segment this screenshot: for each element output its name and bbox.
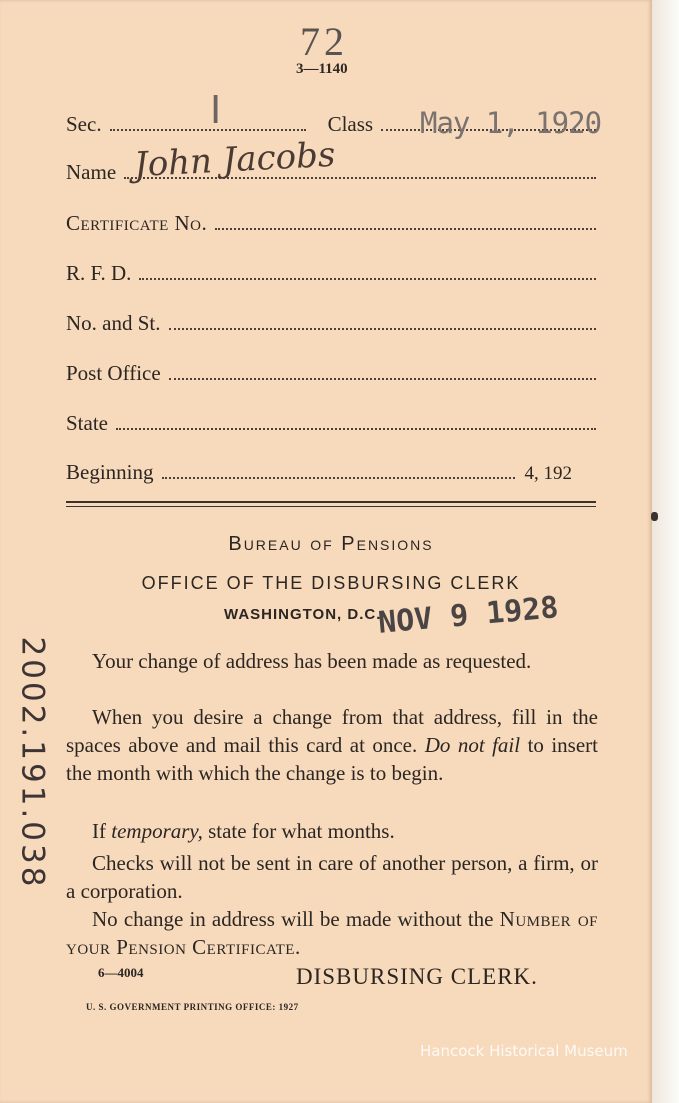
instruction-small-caps: Number of your Pension Certificate. [66,907,599,959]
printer-imprint: U. S. GOVERNMENT PRINTING OFFICE: 1927 [86,1002,299,1012]
ink-speck [651,512,658,521]
post-office-row [66,361,596,391]
accession-number [2,618,62,908]
handwritten-card-number: 72 [300,19,348,64]
sec-dotted-line [110,115,306,131]
class-label: Class [327,112,374,136]
instruction-paragraph-5 [66,905,598,961]
instruction-paragraph-4: Checks will not be sent in care of another person, a firm, or a corporation. [66,851,598,903]
post-office-label: Post Office [66,361,161,385]
class-date-stamp: May 1, 1920 [420,106,602,140]
instruction-text: to insert the month with which the change is to begin. [66,733,598,785]
name-signature: John Jacobs [133,134,337,186]
rfd-dotted-line [139,264,596,280]
instruction-text: When you desire a change from that address, fill in the spaces above and mail this card at once. [66,705,598,757]
instruction-paragraph-1: Your change of address has been made as requested. [92,649,532,673]
rfd-label: R. F. D. [66,261,132,285]
disbursing-clerk-signature-line: DISBURSING CLERK. [296,964,538,989]
beginning-label: Beginning [66,460,154,484]
form-number: 3—1140 [296,61,348,77]
bureau-heading: Bureau of Pensions [228,533,434,555]
certificate-dotted-line [215,214,596,230]
state-dotted-line [116,414,596,430]
form-code: 6—4004 [98,965,144,980]
certificate-row [66,211,596,241]
beginning-dotted-line [162,463,515,479]
certificate-label: Certificate No. [66,211,208,235]
instruction-paragraph-3 [66,817,598,845]
instruction-text: state for what months. [208,819,395,843]
scan-background [652,0,679,1103]
state-label: State [66,411,108,435]
city-heading: WASHINGTON, D.C. [224,606,382,623]
beginning-suffix: 4, 192 [524,463,572,484]
office-heading: OFFICE OF THE DISBURSING CLERK [141,573,521,593]
divider-rule [66,501,596,503]
instruction-text: No change in address will be made without the [92,907,494,931]
instruction-emphasis: temporary, [111,819,203,843]
street-row [66,311,596,341]
divider-rule-thin [66,506,596,507]
street-label: No. and St. [66,311,161,335]
post-office-dotted-line [169,364,596,380]
accession-number-text: 2002.191.038 [14,636,51,890]
sec-label: Sec. [66,112,102,136]
instruction-emphasis: Do not fail [424,733,521,757]
instruction-text: If [92,819,106,843]
received-date-stamp: NOV 9 1928 [376,590,560,641]
rfd-row [66,261,596,291]
street-dotted-line [169,314,597,330]
name-label: Name [66,160,117,184]
sec-value: I [210,88,222,132]
instruction-paragraph-2 [66,703,598,787]
beginning-row [66,460,596,490]
museum-watermark: Hancock Historical Museum [420,1042,628,1060]
state-row [66,411,596,441]
